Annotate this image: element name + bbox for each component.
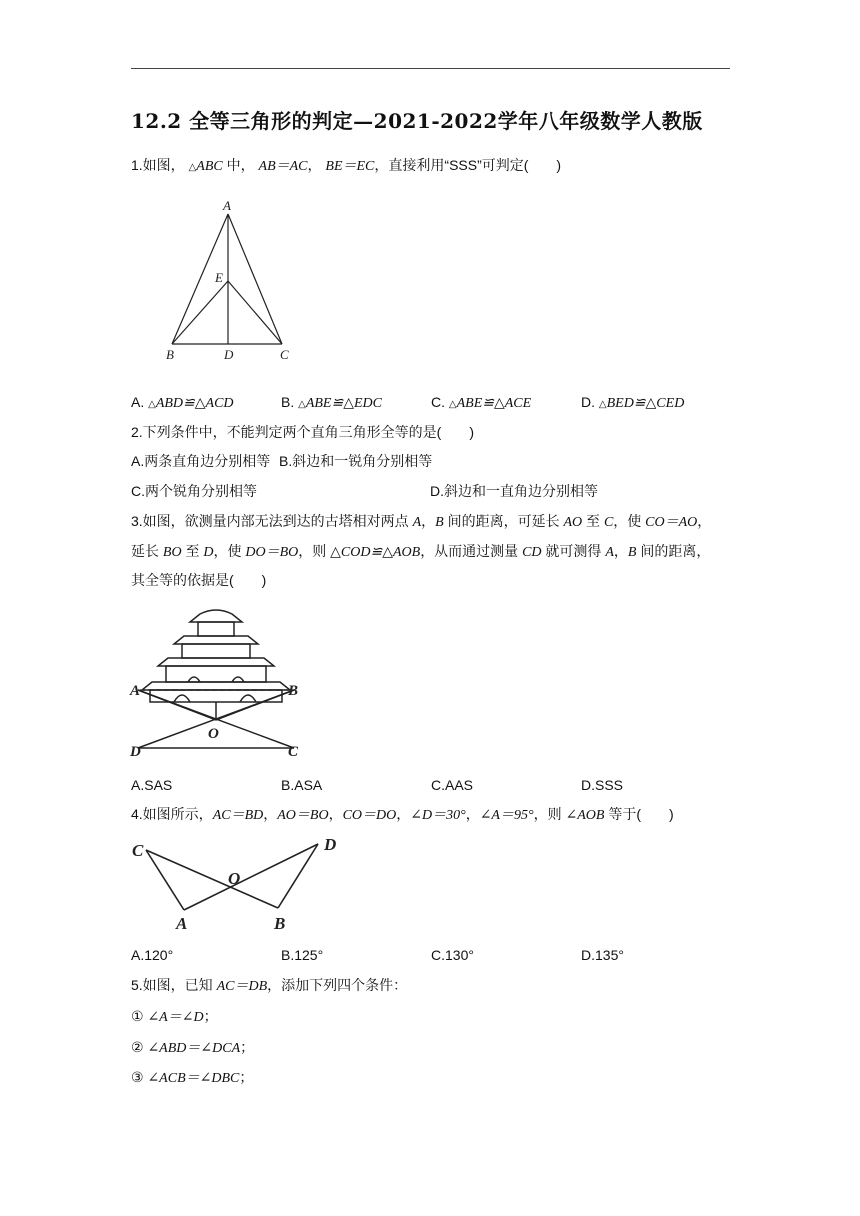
pagoda-tier-4: [150, 690, 282, 702]
q3-point: A: [605, 545, 614, 560]
q3-condition: CO＝AO: [645, 515, 698, 530]
q1-option-a[interactable]: [131, 392, 234, 415]
q5-angle: ∠ACB＝∠DBC: [147, 1071, 240, 1086]
q1-condition-1: AB＝AC: [258, 159, 308, 174]
q5-condition: AC＝DB: [216, 979, 268, 994]
q3-label-d: D: [130, 744, 141, 760]
pagoda-roof-2: [174, 636, 258, 644]
q1-stem: [131, 155, 561, 178]
q1-label-e: E: [215, 270, 223, 285]
q1-option-b[interactable]: [281, 392, 382, 415]
q3-text: ，则 △: [298, 543, 341, 559]
q3-point: B: [435, 515, 444, 530]
q4-label-b: B: [274, 914, 286, 933]
q4-condition: AO＝BO: [277, 808, 329, 823]
q3-option-d[interactable]: D.SSS: [581, 777, 624, 793]
triangle-icon: △: [298, 399, 306, 410]
q4-option-a[interactable]: A.120°: [131, 947, 174, 963]
page-title: 12.2 全等三角形的判定—2021-2022学年八年级数学人教版: [131, 109, 703, 133]
q5-condition-1: [131, 1006, 218, 1028]
q1-edge-ac: [228, 214, 282, 344]
q3-segment: AO: [563, 515, 583, 530]
q5-angle: ∠A＝∠D: [147, 1010, 204, 1025]
q4-text: ，: [263, 806, 278, 822]
q3-text: 就可测得: [541, 543, 606, 559]
q4-text: ，则: [533, 806, 566, 822]
q4-text: ，: [465, 806, 480, 822]
pagoda-tier-2: [182, 644, 250, 658]
triangle-icon: △: [448, 399, 457, 410]
q1-stem-text: 中，: [226, 157, 255, 173]
q4-condition: ∠A＝95°: [479, 808, 534, 823]
q3-congruence: COD≌△AOB: [340, 545, 421, 560]
q3-option-b[interactable]: B.ASA: [281, 777, 323, 793]
q3-stem-line-3: 其全等的依据是( ): [131, 572, 267, 588]
q3-segment: CD: [522, 545, 542, 560]
q4-text: 等于( ): [604, 806, 674, 822]
q1-figure: [160, 196, 300, 366]
q3-stem-line-2: [131, 541, 710, 563]
pagoda-roof-3: [158, 658, 274, 666]
q3-option-c[interactable]: C.AAS: [431, 777, 474, 793]
q5-condition-3: [131, 1067, 253, 1089]
pagoda-arch: [174, 695, 190, 702]
q1-option-prefix: C.: [431, 394, 449, 410]
q1-option-prefix: A.: [131, 394, 149, 410]
q1-label-b: B: [166, 347, 174, 362]
q1-option-text: ABE≌△EDC: [305, 396, 382, 411]
triangle-icon: △: [148, 399, 156, 410]
q1-option-d[interactable]: [581, 392, 684, 415]
q3-condition: DO＝BO: [245, 545, 299, 560]
q4-condition: ∠D＝30°: [410, 808, 466, 823]
q2-option-c[interactable]: C.两个锐角分别相等: [131, 483, 257, 499]
q4-option-b[interactable]: B.125°: [281, 947, 324, 963]
q4-figure: [128, 832, 348, 936]
q3-option-a[interactable]: A.SAS: [131, 777, 173, 793]
q2-stem: 2.下列条件中，不能判定两个直角三角形全等的是( ): [131, 424, 474, 440]
q4-label-a: A: [176, 914, 188, 933]
q3-point: D: [203, 545, 214, 560]
q3-text: ，: [697, 513, 712, 529]
q3-label-c: C: [288, 744, 299, 760]
q1-edge-eb: [172, 281, 228, 344]
q3-point: A: [412, 515, 422, 530]
pagoda-roof-top: [190, 610, 242, 622]
q4-option-d[interactable]: D.135°: [581, 947, 624, 963]
q5-text: ；: [203, 1008, 218, 1024]
q5-marker: ③: [131, 1069, 148, 1085]
q3-text: ，: [613, 543, 628, 559]
triangle-icon: △: [188, 162, 197, 173]
q5-stem: [131, 975, 407, 997]
q1-label-d: D: [224, 347, 234, 362]
q3-text: 3.如图，欲测量内部无法到达的古塔相对两点: [131, 513, 413, 529]
q4-edge-cb: [146, 850, 278, 908]
q1-triangle-name: ABC: [196, 159, 223, 174]
q1-edge-ec: [228, 281, 282, 344]
q3-text: ，使: [213, 543, 246, 559]
q1-option-text: ABE≌△ACE: [456, 396, 532, 411]
q1-stem-text: ，: [307, 157, 322, 173]
q3-text: ，使: [613, 513, 646, 529]
q4-label-d: D: [324, 835, 337, 854]
q3-point: C: [603, 515, 614, 530]
q1-label-a: A: [223, 198, 231, 213]
q2-option-b[interactable]: B.斜边和一锐角分别相等: [279, 453, 433, 469]
triangle-icon: △: [598, 399, 607, 410]
q3-segment: BO: [162, 545, 182, 560]
q5-text: ；: [239, 1069, 254, 1085]
pagoda-tier-1: [198, 622, 234, 636]
q5-angle: ∠ABD＝∠DCA: [147, 1041, 241, 1056]
q3-text: 至: [181, 543, 204, 559]
q4-text: ，: [396, 806, 411, 822]
q2-option-a[interactable]: A.两条直角边分别相等: [131, 453, 271, 469]
q4-stem: [131, 804, 674, 826]
q3-label-a: A: [130, 683, 141, 699]
q1-condition-2: BE＝EC: [325, 159, 375, 174]
q1-option-c[interactable]: [431, 392, 531, 415]
q5-text: ；: [240, 1039, 255, 1055]
pagoda-roof-4: [142, 682, 290, 690]
q1-option-text: ABD≌△ACD: [155, 396, 234, 411]
q5-marker: ②: [131, 1039, 148, 1055]
q4-text: ，: [328, 806, 343, 822]
pagoda-tier-3: [166, 666, 266, 682]
q1-option-text: BED≌△CED: [606, 396, 685, 411]
q3-text: 间的距离，: [636, 543, 711, 559]
q3-text: ，从而通过测量: [420, 543, 523, 559]
q3-text: ，: [421, 513, 436, 529]
q4-condition: CO＝DO: [342, 808, 397, 823]
q4-label-o: O: [228, 869, 241, 888]
q1-stem-text: ，直接利用“SSS”可判定( ): [374, 157, 562, 173]
q3-stem-line-1: [131, 511, 711, 533]
q1-label-c: C: [280, 347, 289, 362]
q5-condition-2: [131, 1037, 254, 1059]
header-rule: [131, 68, 730, 69]
q4-condition: AC＝BD: [212, 808, 264, 823]
q3-label-b: B: [288, 683, 299, 699]
q3-text: 至: [582, 513, 604, 529]
q4-label-c: C: [132, 841, 144, 860]
q2-option-d[interactable]: D.斜边和一直角边分别相等: [430, 483, 598, 499]
q4-text: 4.如图所示，: [131, 806, 213, 822]
q4-option-c[interactable]: C.130°: [431, 947, 474, 963]
q5-text: 5.如图，已知: [131, 977, 217, 993]
q5-marker: ①: [131, 1008, 148, 1024]
q5-text: ，添加下列四个条件：: [267, 977, 408, 993]
q3-text: 间的距离，可延长: [443, 513, 564, 529]
q4-target-angle: ∠AOB: [565, 808, 605, 823]
q3-pagoda-figure: [128, 602, 308, 764]
q1-option-prefix: B.: [281, 394, 299, 410]
q1-stem-text: 1.如图，: [131, 157, 185, 173]
q3-label-o: O: [208, 726, 219, 742]
pagoda-arch: [240, 695, 256, 702]
q3-point: B: [627, 545, 637, 560]
q1-option-prefix: D.: [581, 394, 599, 410]
q3-text: 延长: [131, 543, 163, 559]
